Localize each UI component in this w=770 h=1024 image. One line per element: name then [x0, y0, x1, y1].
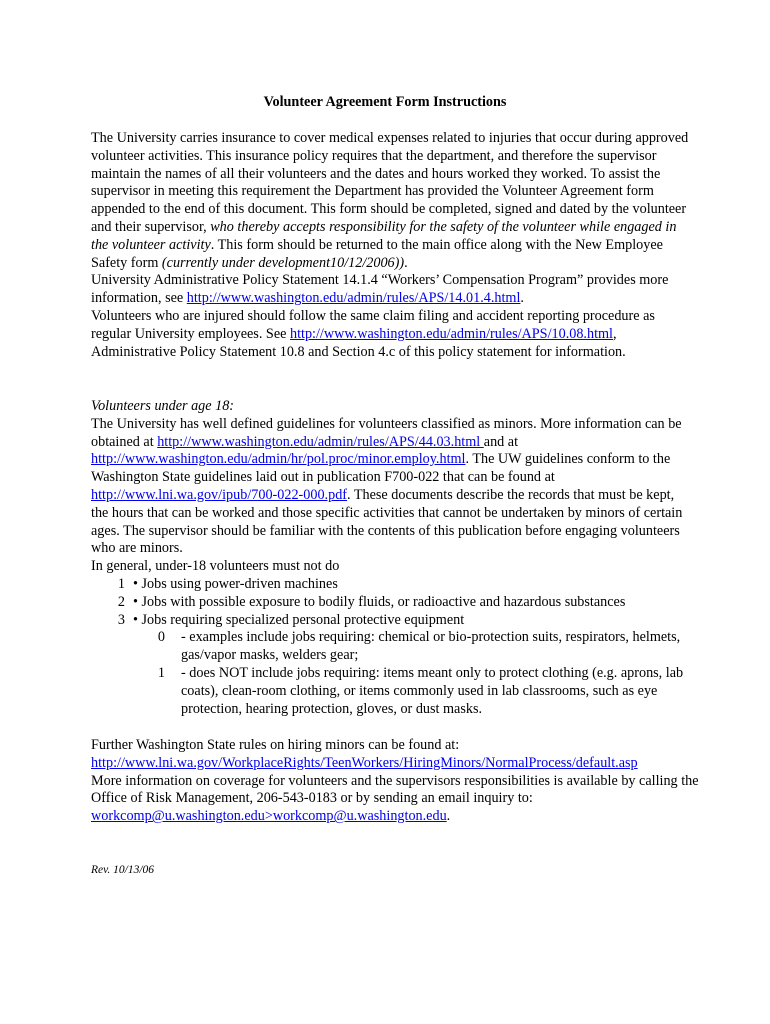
- page-title: Volunteer Agreement Form Instructions: [263, 94, 507, 110]
- policy-text-2: .: [520, 290, 524, 307]
- minors-heading-text: Volunteers under age 18:: [91, 398, 235, 414]
- intro-section: [91, 130, 691, 361]
- further-section: [91, 737, 711, 826]
- intro-italic-text-2: (currently under development10/12/2006)): [161, 254, 405, 271]
- injured-paragraph: [91, 308, 691, 361]
- risk-management-paragraph: [91, 773, 711, 826]
- further-text: Further Washington State rules on hiring minors can be found at:: [91, 737, 460, 753]
- minor-employ-link[interactable]: http://www.washington.edu/admin/hr/pol.proc/minor.employ.html: [91, 451, 466, 468]
- minors-text-3: . The UW guidelines conform to the Washington State guidelines laid out in publication F700-022 that can be found at: [91, 451, 671, 486]
- list-item: [91, 612, 691, 630]
- minors-paragraph: [91, 416, 691, 558]
- sub-list-item-text: - does NOT include jobs requiring: items meant only to protect clothing (e.g. aprons, lab coats), clean-room clothing, or items commonly used in lab classrooms, such as eye protection, hearing protection, gloves, or dust masks.: [181, 664, 684, 717]
- sub-list-item-text: - examples include jobs requiring: chemical or bio-protection suits, respirators, helmets, gas/vapor masks, welders gear;: [181, 629, 681, 664]
- risk-management-text: More information on coverage for volunteers and the supervisors responsibilities is available by calling the Office of Risk Management, 206-543-0183 or by sending an email inquiry to:: [91, 772, 699, 807]
- injured-text: Volunteers who are injured should follow the same claim filing and accident reporting procedure as regular University employees. See: [91, 307, 655, 342]
- intro-text-3: .: [404, 254, 408, 271]
- minors-section: [91, 398, 691, 576]
- risk-management-text-2: .: [446, 808, 451, 825]
- intro-text-2: . This form should be returned to the main office along with the New Employee Safety form: [91, 236, 663, 271]
- aps-10-link[interactable]: http://www.washington.edu/admin/rules/APS/10.08.html: [289, 325, 613, 342]
- list-item: [91, 594, 691, 612]
- list-item: [91, 576, 691, 594]
- hiring-minors-link-line: [91, 755, 711, 773]
- lni-pdf-link[interactable]: http://www.lni.wa.gov/ipub/700-022-000.pdf: [91, 486, 348, 503]
- hiring-minors-link[interactable]: http://www.lni.wa.gov/WorkplaceRights/TeenWorkers/HiringMinors/NormalProcess/default.asp: [91, 754, 638, 771]
- injured-text-2: , Administrative Policy Statement 10.8 and Section 4.c of this policy statement for information.: [91, 325, 626, 360]
- list-number: 1: [117, 576, 125, 592]
- sub-list-number: 0: [157, 629, 165, 646]
- minors-text: The University has well defined guidelines for volunteers classified as minors. More information can be obtained at: [91, 415, 682, 450]
- list-number: 2: [117, 593, 125, 610]
- minors-text-4: . These documents describe the records that must be kept, the hours that can be worked and those specific activities that cannot be undertaken by minors of certain ages. The supervisor should be familiar with the contents of this publication before engaging volunteers who are minors.: [91, 486, 683, 557]
- minors-text-2: and at: [483, 433, 519, 450]
- minors-heading: [91, 398, 691, 416]
- intro-paragraph: [91, 130, 691, 272]
- policy-text: University Administrative Policy Statement 14.1.4 “Workers’ Compensation Program” provides more information, see: [91, 272, 669, 307]
- policy-paragraph: [91, 272, 691, 308]
- intro-italic-text: who thereby accepts responsibility for the safety of the volunteer while engaged in the volunteer activity: [91, 218, 677, 253]
- list-number: 3: [117, 611, 125, 628]
- workcomp-email-link[interactable]: workcomp@u.washington.edu>workcomp@u.washington.edu: [91, 808, 447, 825]
- list-item-text: • Jobs using power-driven machines: [133, 576, 338, 592]
- sub-list-item: [91, 629, 691, 665]
- restricted-jobs-list: [91, 576, 691, 718]
- aps-14-link[interactable]: http://www.washington.edu/admin/rules/APS/14.01.4.html: [186, 290, 521, 307]
- sub-list-number: 1: [157, 664, 165, 681]
- sub-list-item: [91, 665, 691, 718]
- list-item-text: • Jobs with possible exposure to bodily fluids, or radioactive and hazardous substances: [133, 593, 626, 610]
- aps-44-link[interactable]: http://www.washington.edu/admin/rules/APS/44.03.html: [157, 433, 484, 450]
- intro-text: The University carries insurance to cover medical expenses related to injuries that occur during approved volunteer activities. This insurance policy requires that the department, and therefore the supervisor maintain the names of all their volunteers and the dates and hours worked they worked. To assist the supervisor in meeting this requirement the Department has provided the Volunteer Agreement form appended to the end of this document. This form should be completed, signed and dated by the volunteer and their supervisor,: [91, 130, 689, 235]
- minors-general: In general, under-18 volunteers must not do: [91, 558, 340, 575]
- list-item-text: • Jobs requiring specialized personal protective equipment: [133, 611, 465, 628]
- revision-date: Rev. 10/13/06: [91, 864, 155, 876]
